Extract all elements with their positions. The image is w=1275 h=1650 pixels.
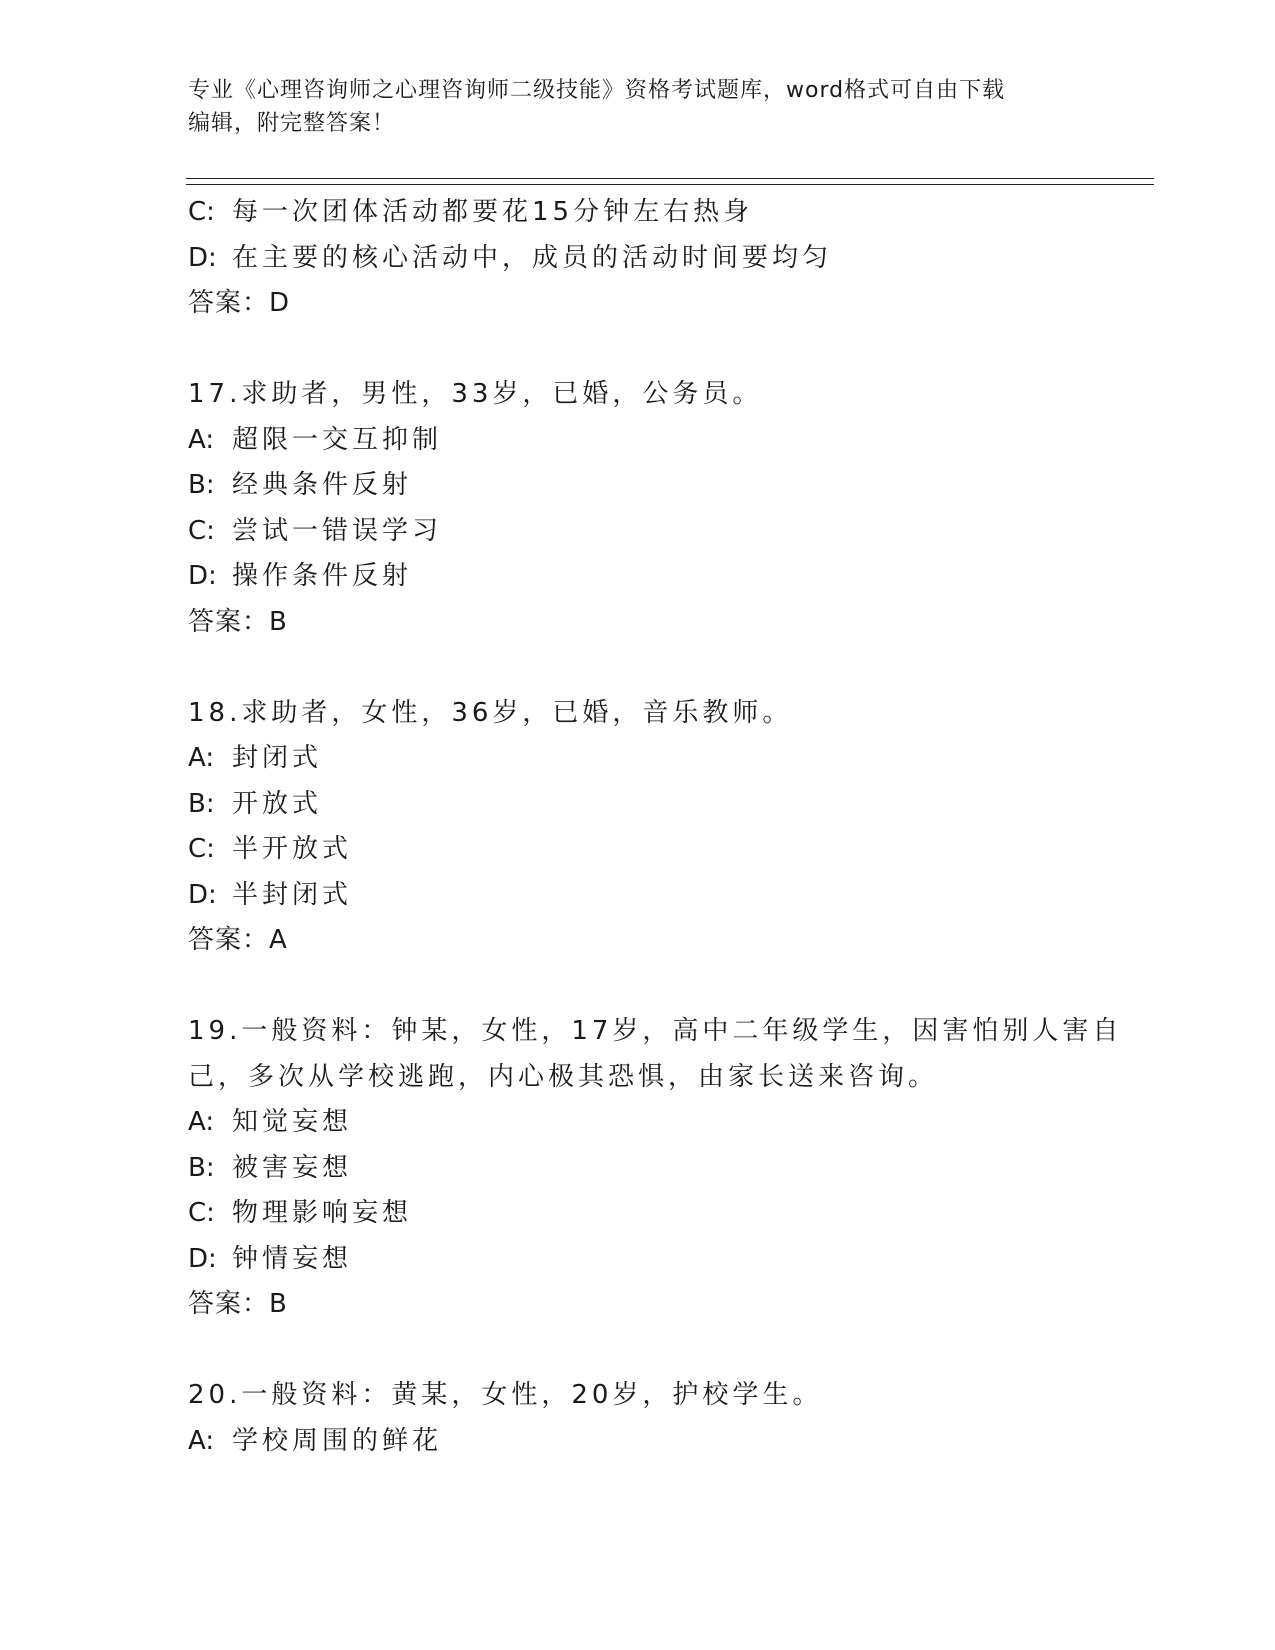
question-block-18 bbox=[188, 691, 1088, 964]
question-stem-line-1: 19.一般资料：钟某，女性，17岁，高中二年级学生，因害怕别人害自 bbox=[188, 1016, 1123, 1046]
option-text: 操作条件反射 bbox=[232, 561, 413, 591]
option-text: 封闭式 bbox=[232, 743, 323, 773]
header-line-1: 专业《心理咨询师之心理咨询师二级技能》资格考试题库，word格式可自由下载 bbox=[188, 78, 1006, 103]
option-letter: B: bbox=[188, 1152, 215, 1183]
option-a bbox=[188, 1100, 1088, 1146]
question-block-17 bbox=[188, 372, 1088, 645]
spacer bbox=[188, 645, 1088, 691]
option-letter: D: bbox=[188, 1243, 217, 1274]
option-letter: C: bbox=[188, 1198, 215, 1228]
option-text: 在主要的核心活动中，成员的活动时间要均匀 bbox=[232, 242, 833, 273]
option-c bbox=[188, 190, 1088, 236]
option-text: 学校周围的鲜花 bbox=[232, 1425, 443, 1456]
option-letter: A: bbox=[188, 1425, 215, 1456]
option-d bbox=[188, 873, 1088, 919]
option-text: 尝试一错误学习 bbox=[232, 515, 443, 546]
option-letter: D: bbox=[188, 879, 217, 910]
option-text: 被害妄想 bbox=[232, 1152, 353, 1183]
option-letter: D: bbox=[188, 561, 217, 591]
question-block-19 bbox=[188, 1009, 1123, 1328]
question-stem: 18.求助者，女性，36岁，已婚，音乐教师。 bbox=[188, 697, 793, 728]
option-letter: D: bbox=[188, 242, 217, 273]
question-block-20 bbox=[188, 1373, 1088, 1464]
header-divider-top bbox=[186, 178, 1154, 179]
option-text: 物理影响妄想 bbox=[232, 1198, 413, 1228]
spacer bbox=[188, 327, 1088, 373]
question-list bbox=[188, 190, 1123, 1464]
option-letter: A: bbox=[188, 1107, 215, 1137]
option-letter: A: bbox=[188, 424, 215, 455]
option-letter: A: bbox=[188, 743, 215, 773]
option-a bbox=[188, 418, 1088, 464]
question-stem-line-2: 己，多次从学校逃跑，内心极其恐惧，由家长送来咨询。 bbox=[188, 1061, 939, 1092]
option-text: 半开放式 bbox=[232, 834, 353, 864]
answer-label: 答案：A bbox=[188, 925, 288, 955]
option-d bbox=[188, 1237, 1088, 1283]
spacer bbox=[188, 1328, 1088, 1374]
option-d bbox=[188, 236, 1088, 282]
option-text: 开放式 bbox=[232, 788, 323, 819]
option-letter: B: bbox=[188, 470, 215, 500]
answer-label: 答案：B bbox=[188, 1289, 288, 1319]
header-divider-bottom bbox=[186, 184, 1154, 185]
option-letter: C: bbox=[188, 515, 215, 546]
option-c bbox=[188, 1191, 1088, 1237]
question-block-prev bbox=[188, 190, 1088, 327]
question-stem: 17.求助者，男性，33岁，已婚，公务员。 bbox=[188, 379, 763, 409]
question-stem: 20.一般资料：黄某，女性，20岁，护校学生。 bbox=[188, 1380, 823, 1410]
option-letter: C: bbox=[188, 197, 215, 227]
option-c bbox=[188, 827, 1088, 873]
option-d bbox=[188, 554, 1088, 600]
option-text: 钟情妄想 bbox=[232, 1243, 353, 1274]
spacer bbox=[188, 964, 1088, 1010]
option-b bbox=[188, 782, 1088, 828]
answer-label: 答案：B bbox=[188, 606, 288, 637]
option-letter: B: bbox=[188, 788, 215, 819]
option-b bbox=[188, 1146, 1088, 1192]
option-text: 超限一交互抑制 bbox=[232, 424, 443, 455]
option-text: 每一次团体活动都要花15分钟左右热身 bbox=[232, 197, 754, 227]
option-text: 半封闭式 bbox=[232, 879, 353, 910]
option-a bbox=[188, 736, 1088, 782]
option-c bbox=[188, 509, 1088, 555]
option-a bbox=[188, 1419, 1088, 1465]
option-text: 经典条件反射 bbox=[232, 470, 413, 500]
answer-label: 答案：D bbox=[188, 288, 291, 318]
document-header bbox=[188, 74, 1068, 140]
option-b bbox=[188, 463, 1088, 509]
option-text: 知觉妄想 bbox=[232, 1107, 353, 1137]
option-letter: C: bbox=[188, 834, 215, 864]
header-line-2: 编辑，附完整答案！ bbox=[188, 111, 396, 136]
